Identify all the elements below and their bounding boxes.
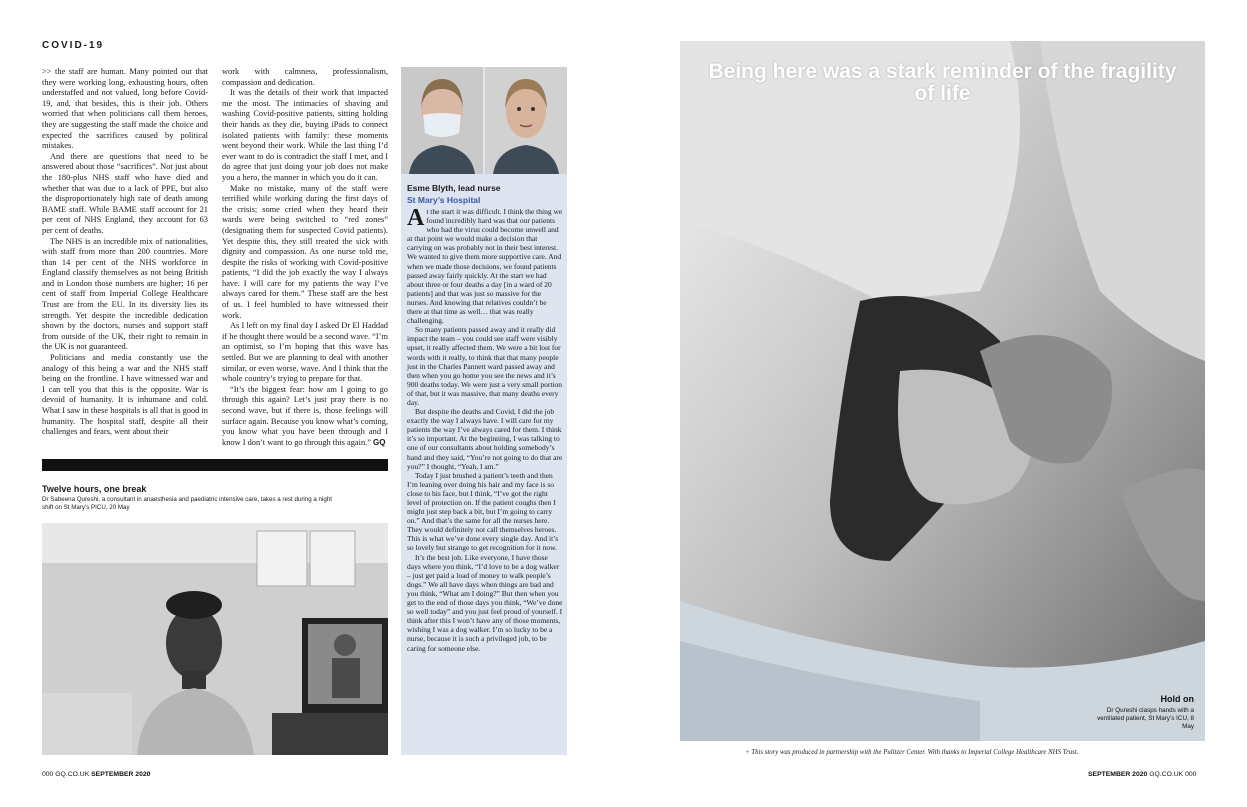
photo-caption-text: Dr Sabeena Qureshi, a consultant in anaesthesia and paediatric intensive care, takes a rest during a night shift on St Mary’s PICU, 20 May bbox=[42, 496, 332, 511]
sidebar-paragraph: But despite the deaths and Covid, I did the job exactly the way I always have. I will care for my patients the way I’ve always cared for them. I think it’s so important. At the beginning, I was talking to one of our consultants about holding somebody’s hand and they said, “You’re not going to do that are you?” I thought, “Yeah, I am.” bbox=[407, 407, 563, 471]
col1-paragraph: >> the staff are human. Many pointed out that they were working long, exhausting hours, often understaffed and not valued, long before Covid-19, and, that besides, this is their job. Others worried that when politicians call them heroes, they are suggesting the staff made the choice and expected the sacrifices caused by political mistakes. bbox=[42, 67, 208, 151]
col2-paragraph: As I left on my final day I asked Dr El Haddad if he thought there would be a second wave. “I’m an optimist, so I’m hoping that this wave has settled. But we are planning to deal with another similar, or even worse, wave. And I think that the whole country’s trying to prepare for that. bbox=[222, 321, 388, 384]
main-photo-caption-text: Dr Qureshi clasps hands with a ventilated patient, St Mary’s ICU, 8 May bbox=[1097, 707, 1194, 730]
col1-paragraph: Politicians and media constantly use the analogy of this being a war and the NHS staff being on the frontline. I have witnessed war and I can tell you that this is the opposite. War is devoid of humanity. It is inhumane and cold. What I saw in these hospitals is all that is good in humanity. The hospital staff, despite all their challenges and fears, went about their bbox=[42, 353, 208, 437]
pull-quote-headline: Being here was a stark reminder of the fragility of life bbox=[708, 60, 1177, 105]
folio-right-site: GQ.CO.UK bbox=[1149, 771, 1184, 778]
col2-paragraph: It was the details of their work that impacted me the most. The intimacies of shaving and washing Covid-positive patients, sitting holding their hands as they die, buying iPads to connect isolated patients with family: these moments went beyond their work. While the last thing I’d ever want to do is contradict the staff I met, and I do agree that just doing your job does not make you a hero, the manner in which you do it can. bbox=[222, 88, 388, 182]
folio-right-page: 000 bbox=[1185, 771, 1197, 778]
folio-right bbox=[1088, 771, 1196, 778]
sidebar-paragraph bbox=[407, 207, 563, 325]
divider-bar bbox=[42, 459, 388, 471]
sidebar-paragraph-text: t the start it was difficult. I think the thing we found incredibly hard was that our patients who had the virus could become unwell and at that point we would make a decision that carrying on was probably not in their best interest. We wanted to give them more supportive care. And when we made those decisions, we found patients passed away fairly quickly. At the start we had about three or four deaths a day [in a ward of 20 patients] and that was just so massive for the nurses. And knowing that relatives couldn’t be there at that time as well… that was really challenging. bbox=[407, 207, 563, 326]
folio-right-date: SEPTEMBER 2020 bbox=[1088, 771, 1148, 778]
photo-caption-title: Twelve hours, one break bbox=[42, 484, 147, 494]
folio-left-date: SEPTEMBER 2020 bbox=[91, 771, 151, 778]
sidebar-name: Esme Blyth, lead nurse bbox=[407, 183, 501, 193]
folio-left-site: GQ.CO.UK bbox=[55, 771, 90, 778]
photo-doctor-resting-illustration bbox=[42, 523, 388, 755]
end-mark: GQ bbox=[373, 437, 386, 447]
footnote: + This story was produced in partnership with the Pulitzer Center. With thanks to Imperial College Healthcare NHS Trust. bbox=[745, 749, 1079, 756]
article-column-2 bbox=[222, 67, 388, 448]
drop-cap: A bbox=[407, 205, 425, 231]
section-label: COVID-19 bbox=[42, 40, 105, 51]
col1-paragraph: And there are questions that need to be answered about those “sacrifices”. Not just about the 180-plus NHS staff who have died and whether that was due to a lack of PPE, but also the disproportionately high rate of death among BAME staff. While BAME staff account for 21 per cent of NHS England, they account for 63 per cent of deaths. bbox=[42, 151, 208, 235]
photo-doctor-resting bbox=[42, 523, 388, 755]
portrait-masked bbox=[401, 67, 483, 174]
portrait-unmasked-illustration bbox=[485, 67, 567, 174]
nurse-sidebar bbox=[401, 67, 567, 755]
folio-left-page: 000 bbox=[42, 771, 54, 778]
col2-paragraph: work with calmness, professionalism, compassion and dedication. bbox=[222, 67, 388, 87]
sidebar-paragraph: Today I just brushed a patient’s teeth and then I’m leaning over doing his hair and my face is so close to his face, but I think, “I’ve got the right level of protection on. If the patient coughs then I might just step back a bit, but I’m going to carry on.” And that’s the same for all the nurses here. They would definitely not call themselves heroes. This is what we’ve done every single day. And it’s so lovely but strange to get recognition for it now. bbox=[407, 470, 559, 553]
col1-paragraph: The NHS is an incredible mix of nationalities, with staff from more than 200 countries. More than 14 per cent of the NHS workforce in England classify themselves as not being British and in London those numbers are higher; 16 per cent of staff from Imperial College Healthcare Trust are from the EU. In its diversity lies its strength. Yet despite the incredible dedication shown by the doctors, nurses and support staff from outside of the UK, their right to remain in the UK is not guaranteed. bbox=[42, 236, 208, 352]
article-column-1 bbox=[42, 67, 208, 438]
sidebar-organisation: St Mary’s Hospital bbox=[407, 195, 481, 205]
sidebar-interview-text bbox=[407, 207, 563, 653]
col2-paragraph bbox=[222, 385, 388, 449]
portrait-masked-illustration bbox=[401, 67, 483, 174]
photo-holding-hands-illustration bbox=[680, 41, 1205, 741]
sidebar-paragraph: So many patients passed away and it really did impact the team – you could see staff were visibly upset, it really affected them. We were a bit lost for words with it really, to think that that many people just in the Charles Pannett ward passed away and then when you go home you see the news and it’s 900 deaths today. We were just a very small portion of that, but it was massive, that many deaths every day. bbox=[407, 325, 562, 407]
sidebar-paragraph: It’s the best job. Like everyone, I have those days where you think, “I’d love to be a dog walker – just get paid a load of money to walk people’s dogs.” We all have days when things are bad and you think, “What am I doing?” But then when you get to the end of those days you think, “We’ve done so well today” and you just feel proud of yourself. I think after this I won’t have any of those moments, wishing I was a dog walker. I’m so lucky to be a nurse, because it is such a privileged job, to be caring for someone else. bbox=[407, 552, 563, 653]
main-photo-caption-title: Hold on bbox=[1160, 694, 1194, 704]
photo-holding-hands bbox=[680, 41, 1205, 741]
col2-paragraph: Make no mistake, many of the staff were terrified while working during the first days of the crisis; some cried when they heard their wards were being switched to “red zones” (designating them for suspected Covid patients). Yet despite this, they still treated the sick with dignity and compassion. As one nurse told me, despite the risks of working with Covid-positive patients, “I did the job exactly the way I always have. I will care for my patients the way I’ve always cared for them.” These staff are the best of us. I feel humbled to have witnessed their work. bbox=[222, 183, 388, 320]
col2-final-text: “It’s the biggest fear: how am I going to go through this again? Let’s just pray there is no second wave, but if there is, those feelings will surface again. Because you know what’s coming, you know what you have been through and I know I don’t want to go through this again.” bbox=[222, 384, 388, 447]
portrait-unmasked bbox=[485, 67, 567, 174]
folio-left bbox=[42, 771, 150, 778]
